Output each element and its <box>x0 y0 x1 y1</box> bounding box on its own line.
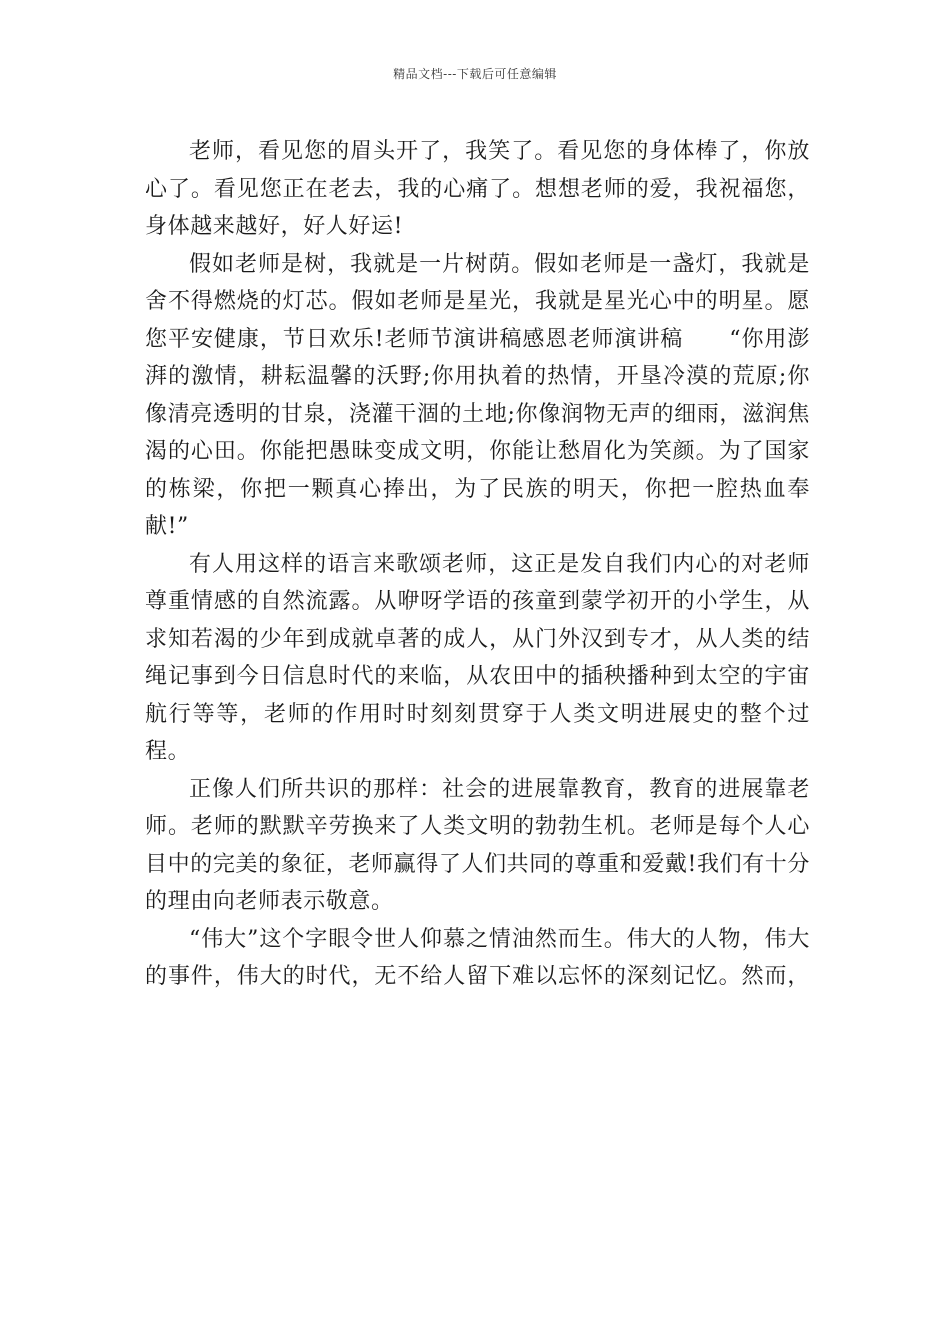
paragraph-1: 老师，看见您的眉头开了，我笑了。看见您的身体棒了，你放心了。看见您正在老去，我的心痛了。想想老师的爱，我祝福您，身体越来越好，好人好运! <box>145 139 810 239</box>
paragraph-5: “伟大”这个字眼令世人仰慕之情油然而生。伟大的人物，伟大的事件，伟大的时代，无不给人留下难以忘怀的深刻记忆。然而， <box>145 926 810 989</box>
page-header: 精品文档---下载后可任意编辑 <box>393 67 557 81</box>
paragraph-4: 正像人们所共识的那样：社会的进展靠教育，教育的进展靠老师。老师的默默辛劳换来了人类文明的勃勃生机。老师是每个人心目中的完美的象征，老师赢得了人们共同的尊重和爱戴!我们有十分的理由向老师表示敬意。 <box>145 776 810 914</box>
paragraph-2: 假如老师是树，我就是一片树荫。假如老师是一盏灯，我就是舍不得燃烧的灯芯。假如老师是星光，我就是星光心中的明星。愿您平安健康，节日欢乐!老师节演讲稿感恩老师演讲稿 “你用澎湃的激情，耕耘温馨的沃野;你用执着的热情，开垦冷漠的荒原;你像清亮透明的甘泉，浇灌干涸的土地;你像润物无声的细雨，滋润焦渴的心田。你能把愚昧变成文明，你能让愁眉化为笑颜。为了国家的栋梁，你把一颗真心捧出，为了民族的明天，你把一腔热血奉献!” <box>145 251 810 539</box>
document-body <box>145 133 810 996</box>
paragraph-3: 有人用这样的语言来歌颂老师，这正是发自我们内心的对老师尊重情感的自然流露。从咿呀学语的孩童到蒙学初开的小学生，从求知若渴的少年到成就卓著的成人，从门外汉到专才，从人类的结绳记事到今日信息时代的来临，从农田中的插秧播种到太空的宇宙航行等等，老师的作用时时刻刻贯穿于人类文明进展史的整个过程。 <box>145 551 810 764</box>
